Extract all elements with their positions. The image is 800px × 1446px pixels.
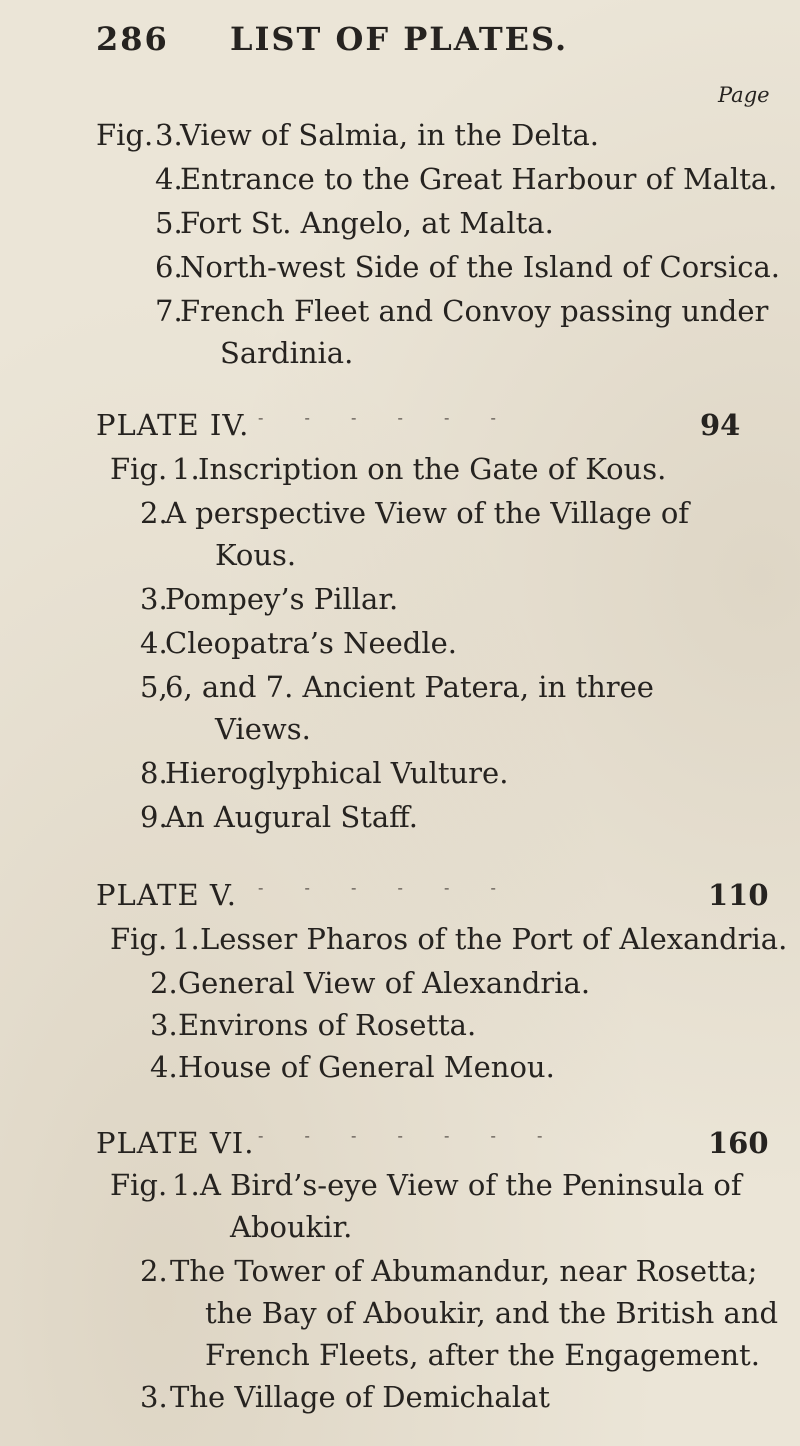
plate-heading: PLATE VI. [96, 1126, 255, 1160]
item-number: 1. [172, 452, 200, 486]
item-text: Entrance to the Great Harbour of Malta. [180, 162, 778, 196]
plate-page-number: 110 [708, 878, 769, 912]
item-text: French Fleet and Convoy passing under [180, 294, 769, 328]
item-number: 4. [155, 162, 183, 196]
item-number: 2. [150, 966, 178, 1000]
item-text-continued: French Fleets, after the Engagement. [205, 1338, 760, 1372]
plate-page-number: 94 [700, 408, 741, 442]
item-number: 1. [172, 922, 200, 956]
item-text-continued: Views. [215, 712, 311, 746]
plate-heading: PLATE V. [96, 878, 237, 912]
item-text: House of General Menou. [178, 1050, 555, 1084]
fig-label: Fig. [110, 922, 168, 956]
item-text-continued: Kous. [215, 538, 297, 572]
item-number: 3. [155, 118, 183, 152]
item-text: View of Salmia, in the Delta. [180, 118, 599, 152]
item-number: 7. [155, 294, 183, 328]
item-number: 4. [150, 1050, 178, 1084]
plate-page-number: 160 [708, 1126, 769, 1160]
running-head [96, 20, 568, 58]
item-number: 4. [140, 626, 168, 660]
item-text: General View of Alexandria. [178, 966, 591, 1000]
item-number: 8. [140, 756, 168, 790]
plate-heading: PLATE IV. [96, 408, 250, 442]
item-text: An Augural Staff. [165, 800, 418, 834]
item-text: Fort St. Angelo, at Malta. [180, 206, 554, 240]
item-text-continued: Aboukir. [230, 1210, 353, 1244]
item-text: The Village of Demichalat [170, 1380, 550, 1414]
dot-leader: - - - - - - [258, 408, 514, 427]
item-text: Pompey’s Pillar. [165, 582, 399, 616]
item-number: 5. [155, 206, 183, 240]
item-number: 3. [150, 1008, 178, 1042]
item-text: Cleopatra’s Needle. [165, 626, 457, 660]
item-text: Lesser Pharos of the Port of Alexandria. [200, 922, 788, 956]
item-number: 2. [140, 496, 168, 530]
item-number: 2. [140, 1254, 168, 1288]
item-number: 3. [140, 1380, 168, 1414]
page-number: 286 [96, 20, 169, 58]
item-number: 9. [140, 800, 168, 834]
fig-label: Fig. [110, 452, 168, 486]
dot-leader: - - - - - - - [258, 1126, 561, 1145]
running-title: LIST OF PLATES. [229, 20, 569, 58]
item-text: 6, and 7. Ancient Patera, in three [165, 670, 654, 704]
item-text-continued: Sardinia. [220, 336, 354, 370]
item-text: North-west Side of the Island of Corsica. [180, 250, 780, 284]
page-column-label: Page [718, 83, 770, 107]
item-number: 3. [140, 582, 168, 616]
item-number: 1. [172, 1168, 200, 1202]
item-text: Environs of Rosetta. [178, 1008, 477, 1042]
item-text: A Bird’s-eye View of the Peninsula of [200, 1168, 742, 1202]
fig-label: Fig. [110, 1168, 168, 1202]
item-text: Hieroglyphical Vulture. [165, 756, 509, 790]
item-text-continued: the Bay of Aboukir, and the British and [205, 1296, 779, 1330]
item-text: The Tower of Abumandur, near Rosetta; [170, 1254, 758, 1288]
fig-label: Fig. [96, 118, 154, 152]
item-number: 6. [155, 250, 183, 284]
item-text: A perspective View of the Village of [165, 496, 690, 530]
dot-leader: - - - - - - [258, 878, 514, 897]
item-text: Inscription on the Gate of Kous. [198, 452, 667, 486]
item-number: 5, [140, 670, 168, 704]
